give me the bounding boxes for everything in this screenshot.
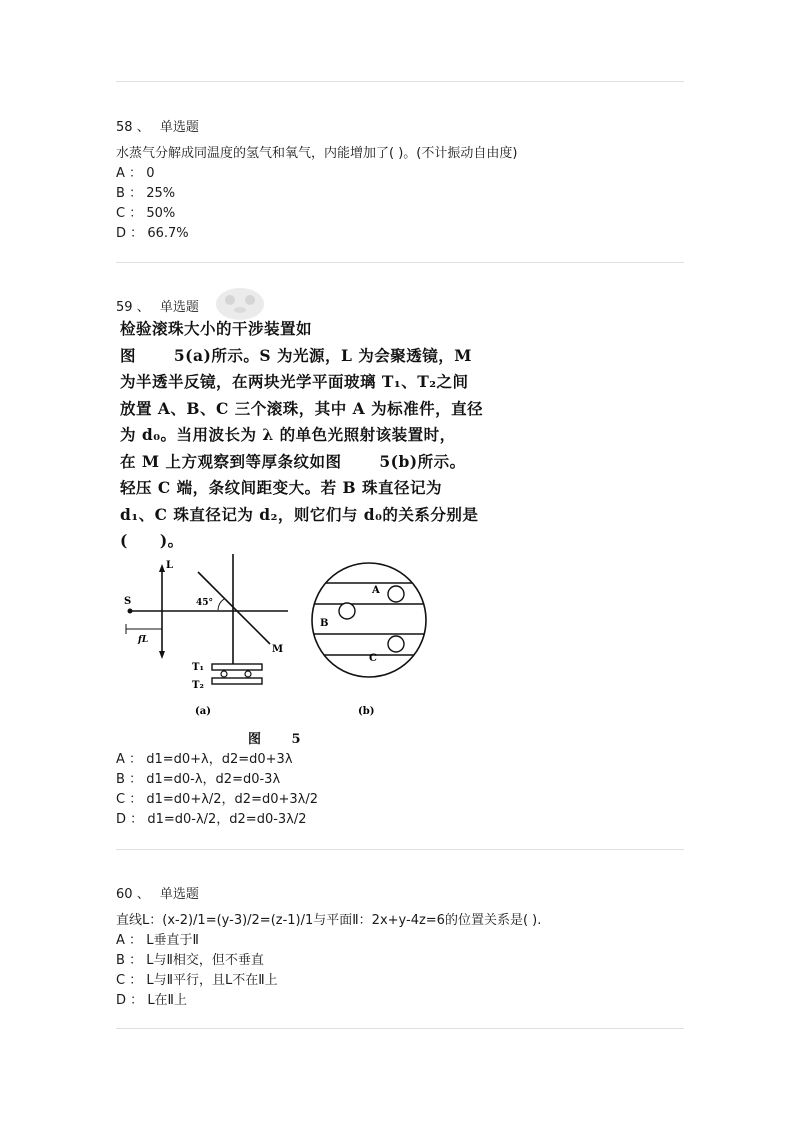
option-colon: ： — [130, 812, 144, 827]
option-colon: ： — [130, 226, 144, 241]
option-colon: ： — [129, 772, 143, 787]
label-C: C — [369, 653, 377, 664]
option-d[interactable] — [116, 810, 686, 830]
image-text-block — [120, 316, 490, 555]
divider — [116, 262, 684, 263]
option-c[interactable] — [116, 790, 686, 810]
option-b[interactable] — [116, 951, 686, 971]
option-label: B — [116, 186, 125, 201]
separator: 、 — [136, 887, 150, 902]
question-header — [116, 885, 686, 905]
figure-caption: 图 5 — [248, 732, 301, 747]
label-b: (b) — [358, 706, 375, 717]
glass-T2 — [212, 678, 262, 684]
question-number: 58 — [116, 120, 133, 135]
question-type: 单选题 — [159, 120, 199, 135]
question-image — [120, 316, 490, 746]
option-colon: ： — [129, 186, 143, 201]
option-b[interactable] — [116, 770, 686, 790]
image-text-line: 轻压 C 端，条纹间距变大。若 B 珠直径记为 — [120, 478, 443, 497]
image-text-line: ( )。 — [120, 531, 184, 550]
label-T1: T₁ — [192, 662, 204, 673]
question-type: 单选题 — [159, 887, 199, 902]
question-stem: 直线L：(x-2)/1=(y-3)/2=(z-1)/1与平面Ⅱ：2x+y-4z=6的位置关系是( ). — [116, 913, 542, 928]
ball-B — [339, 603, 355, 619]
option-label: D — [116, 993, 127, 1008]
separator: 、 — [136, 120, 150, 135]
option-text: d1=d0-λ，d2=d0-3λ — [146, 772, 281, 787]
divider-bottom — [116, 1028, 684, 1029]
option-colon: ： — [129, 792, 143, 807]
question-58 — [116, 118, 686, 244]
image-text-line: 在 M 上方观察到等厚条纹如图 5(b)所示。 — [120, 451, 466, 471]
image-text-line: 为 d₀。当用波长为 λ 的单色光照射该装置时， — [120, 425, 456, 444]
label-M: M — [272, 644, 284, 655]
label-B: B — [320, 618, 329, 629]
question-header — [116, 298, 686, 318]
question-stem: 水蒸气分解成同温度的氢气和氧气，内能增加了( )。(不计振动自由度) — [116, 146, 518, 161]
divider — [116, 849, 684, 850]
source-point — [128, 609, 133, 614]
ball — [221, 671, 227, 677]
image-text-line: 放置 A、B、C 三个滚珠，其中 A 为标准件，直径 — [120, 398, 484, 418]
label-angle: 45° — [196, 598, 214, 608]
question-60 — [116, 885, 686, 1011]
option-a[interactable] — [116, 164, 686, 184]
option-label: A — [116, 933, 125, 948]
option-d[interactable] — [116, 224, 686, 244]
option-text: L与Ⅱ平行，且L不在Ⅱ上 — [146, 973, 278, 988]
option-d[interactable] — [116, 991, 686, 1011]
option-text: 66.7% — [147, 226, 189, 241]
option-text: L垂直于Ⅱ — [146, 933, 199, 948]
question-number: 60 — [116, 887, 133, 902]
angle-arc — [218, 599, 224, 610]
option-text: L与Ⅱ相交，但不垂直 — [146, 953, 264, 968]
option-text: d1=d0+λ，d2=d0+3λ — [146, 752, 293, 767]
option-colon: ： — [129, 206, 143, 221]
option-colon: ： — [129, 953, 143, 968]
option-label: B — [116, 772, 125, 787]
ball-A — [388, 586, 404, 602]
option-c[interactable] — [116, 204, 686, 224]
image-text-line: d₁、C 珠直径记为 d₂，则它们与 d₀的关系分别是 — [120, 504, 479, 524]
option-a[interactable] — [116, 750, 686, 770]
option-label: D — [116, 812, 127, 827]
question-type: 单选题 — [159, 300, 199, 315]
option-colon: ： — [129, 752, 143, 767]
option-a[interactable] — [116, 931, 686, 951]
option-text: 0 — [146, 166, 155, 181]
option-colon: ： — [130, 993, 144, 1008]
ball — [245, 671, 251, 677]
option-label: C — [116, 792, 126, 807]
option-label: B — [116, 953, 125, 968]
label-S: S — [124, 596, 132, 607]
option-b[interactable] — [116, 184, 686, 204]
option-label: A — [116, 752, 125, 767]
option-colon: ： — [129, 973, 143, 988]
option-text: 25% — [146, 186, 176, 201]
option-label: A — [116, 166, 125, 181]
option-label: C — [116, 206, 126, 221]
label-a: (a) — [195, 706, 211, 717]
option-text: d1=d0-λ/2，d2=d0-3λ/2 — [147, 812, 307, 827]
image-text-line: 图 5(a)所示。S 为光源，L 为会聚透镜，M — [120, 345, 472, 365]
glass-T1 — [212, 664, 262, 670]
option-label: D — [116, 226, 127, 241]
option-text: 50% — [146, 206, 176, 221]
mirror-M — [198, 572, 270, 644]
image-text-line: 为半透半反镜，在两块光学平面玻璃 T₁、T₂之间 — [120, 372, 469, 391]
separator: 、 — [136, 300, 150, 315]
option-text: d1=d0+λ/2，d2=d0+3λ/2 — [146, 792, 318, 807]
label-L: L — [166, 560, 174, 571]
option-label: C — [116, 973, 126, 988]
question-59-options — [116, 750, 686, 830]
question-number: 59 — [116, 300, 133, 315]
label-f: fL — [138, 635, 149, 645]
option-text: L在Ⅱ上 — [147, 993, 187, 1008]
label-A: A — [372, 585, 380, 596]
label-T2: T₂ — [192, 680, 204, 691]
ball-C — [388, 636, 404, 652]
divider-top — [116, 81, 684, 82]
option-c[interactable] — [116, 971, 686, 991]
image-text-line: 检验滚珠大小的干涉装置如 — [120, 319, 313, 338]
question-header — [116, 118, 686, 138]
option-colon: ： — [129, 933, 143, 948]
interference-diagram — [120, 554, 490, 724]
option-colon: ： — [129, 166, 143, 181]
